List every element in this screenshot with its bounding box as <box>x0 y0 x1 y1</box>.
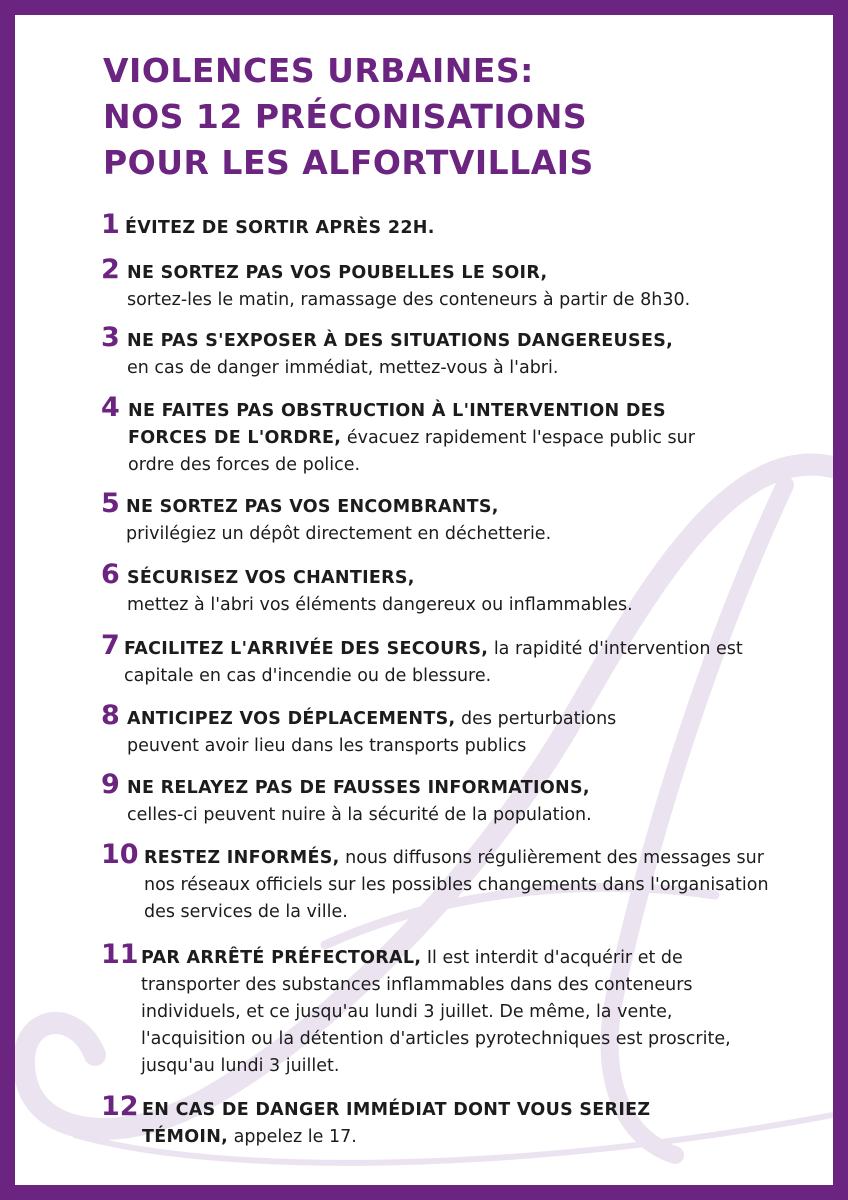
item-detail: Il est interdit d'acquérir et de transporter des substances inflammables dans des conteneurs individuels, et ce jusqu'au lundi 3 juillet. De même, la vente, l'acquisition ou la détention d'articles pyrotechniques est proscrite, jusqu'au lundi 3 juillet. <box>141 948 731 1076</box>
item-detail: la rapidité d'intervention est capitale en cas d'incendie ou de blessure. <box>124 639 743 686</box>
item-number: 7 <box>101 630 120 661</box>
item-text <box>142 1097 742 1151</box>
item-heading: SÉCURISEZ VOS CHANTIERS, <box>127 568 415 588</box>
item-number: 10 <box>101 839 139 870</box>
item-heading: NE SORTEZ PAS VOS POUBELLES LE SOIR, <box>127 263 548 283</box>
item-detail: celles-ci peuvent nuire à la sécurité de la population. <box>127 805 592 825</box>
item-number: 1 <box>101 209 120 240</box>
item-number: 8 <box>101 700 120 731</box>
item-text <box>127 328 673 382</box>
item-number: 2 <box>101 254 120 285</box>
item-detail: sortez-les le matin, ramassage des conteneurs à partir de 8h30. <box>127 290 691 310</box>
item-number: 9 <box>101 769 120 800</box>
item-heading: ANTICIPEZ VOS DÉPLACEMENTS, <box>127 709 456 729</box>
item-text <box>127 775 592 829</box>
item-heading: NE SORTEZ PAS VOS ENCOMBRANTS, <box>126 497 499 517</box>
item-heading: PAR ARRÊTÉ PRÉFECTORAL, <box>141 948 422 968</box>
item-text <box>124 636 754 690</box>
item-text <box>125 215 435 242</box>
title-line: POUR LES ALFORTVILLAIS <box>103 143 594 182</box>
item-number: 4 <box>101 392 120 423</box>
item-text <box>128 398 728 479</box>
item-text <box>126 494 551 548</box>
item-text <box>127 706 667 760</box>
item-detail: en cas de danger immédiat, mettez-vous à l'abri. <box>127 358 559 378</box>
item-detail: nous diffusons régulièrement des messages sur nos réseaux officiels sur les possibles changements dans l'organisation des services de la ville. <box>144 848 769 922</box>
item-heading: FACILITEZ L'ARRIVÉE DES SECOURS, <box>124 639 489 659</box>
item-detail: appelez le 17. <box>233 1127 357 1147</box>
item-heading: NE RELAYEZ PAS DE FAUSSES INFORMATIONS, <box>127 778 590 798</box>
item-number: 3 <box>101 322 120 353</box>
item-number: 12 <box>101 1091 139 1122</box>
item-text <box>127 260 690 314</box>
item-detail: privilégiez un dépôt directement en déchetterie. <box>126 524 552 544</box>
title-line: VIOLENCES URBAINES: <box>103 51 534 90</box>
item-detail: mettez à l'abri vos éléments dangereux ou inflammables. <box>127 595 633 615</box>
poster-title <box>103 48 594 186</box>
item-number: 11 <box>101 939 139 970</box>
item-number: 5 <box>101 488 120 519</box>
item-heading: NE PAS S'EXPOSER À DES SITUATIONS DANGEREUSES, <box>127 331 674 351</box>
item-heading: NE FAITES PAS OBSTRUCTION À L'INTERVENTION DES FORCES DE L'ORDRE, <box>128 401 666 448</box>
item-number: 6 <box>101 559 120 590</box>
item-text <box>144 845 789 926</box>
item-detail: des perturbations peuvent avoir lieu dans les transports publics <box>127 709 617 756</box>
item-heading: ÉVITEZ DE SORTIR APRÈS 22H. <box>125 218 435 238</box>
item-heading: EN CAS DE DANGER IMMÉDIAT DONT VOUS SERIEZ TÉMOIN, <box>142 1100 651 1147</box>
item-heading: RESTEZ INFORMÉS, <box>144 848 340 868</box>
item-detail: évacuez rapidement l'espace public sur ordre des forces de police. <box>128 428 695 475</box>
item-text <box>141 945 766 1080</box>
title-line: NOS 12 PRÉCONISATIONS <box>103 97 588 136</box>
item-text <box>127 565 633 619</box>
